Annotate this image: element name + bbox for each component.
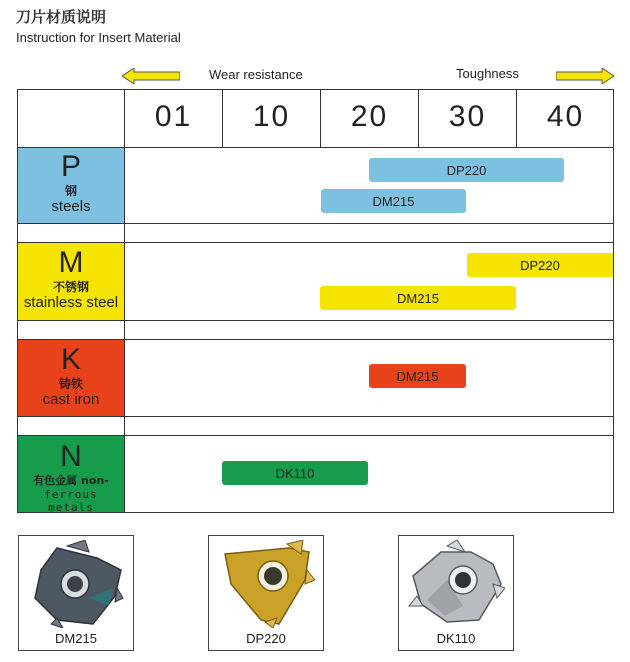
dark-grey-thread-insert-icon [27,540,125,628]
bar-m-dp220: DP220 [467,253,613,277]
bar-p-dm215: DM215 [321,189,466,213]
category-cn: 不锈钢 [52,280,89,294]
bar-k-dm215: DM215 [369,364,466,388]
category-letter: K [60,343,81,376]
insert-name: DP220 [246,631,286,646]
column-header-30: 30 [448,100,487,133]
page-title-en: Instruction for Insert Material [16,30,181,45]
page-title-cn: 刀片材质说明 [16,8,107,26]
insert-card-dp220 [208,535,324,651]
category-en: ferrous metals [44,488,98,514]
column-header-10: 10 [252,100,291,133]
category-cn: 钢 [64,184,77,198]
category-cn: 有色金属 non- [33,474,109,487]
insert-card-dk110 [398,535,514,651]
bar-n-dk110: DK110 [222,461,368,485]
insert-card-dm215 [18,535,134,651]
bar-p-dp220: DP220 [369,158,564,182]
arrow-left-icon [122,68,180,84]
bar-m-dm215: DM215 [320,286,516,310]
column-header-40: 40 [546,100,585,133]
category-letter: N [60,440,82,473]
category-en: stainless steel [23,294,119,311]
category-letter: M [58,246,84,279]
category-m [18,246,124,311]
insert-name: DM215 [55,631,97,646]
silver-thread-insert-icon [407,540,505,628]
category-k [18,343,124,408]
arrow-right-icon [556,68,614,84]
category-p [18,150,124,215]
column-header-20: 20 [350,100,389,133]
wear-resistance-label: Wear resistance [209,67,303,82]
category-n [18,440,124,514]
category-en: cast iron [42,391,100,408]
category-en: steels [51,198,91,215]
insert-name: DK110 [436,631,476,646]
gold-thread-insert-icon [217,540,315,628]
column-header-01: 01 [154,100,193,133]
category-cn: 铸铁 [58,377,83,391]
category-letter: P [60,150,81,183]
toughness-label: Toughness [456,66,519,81]
